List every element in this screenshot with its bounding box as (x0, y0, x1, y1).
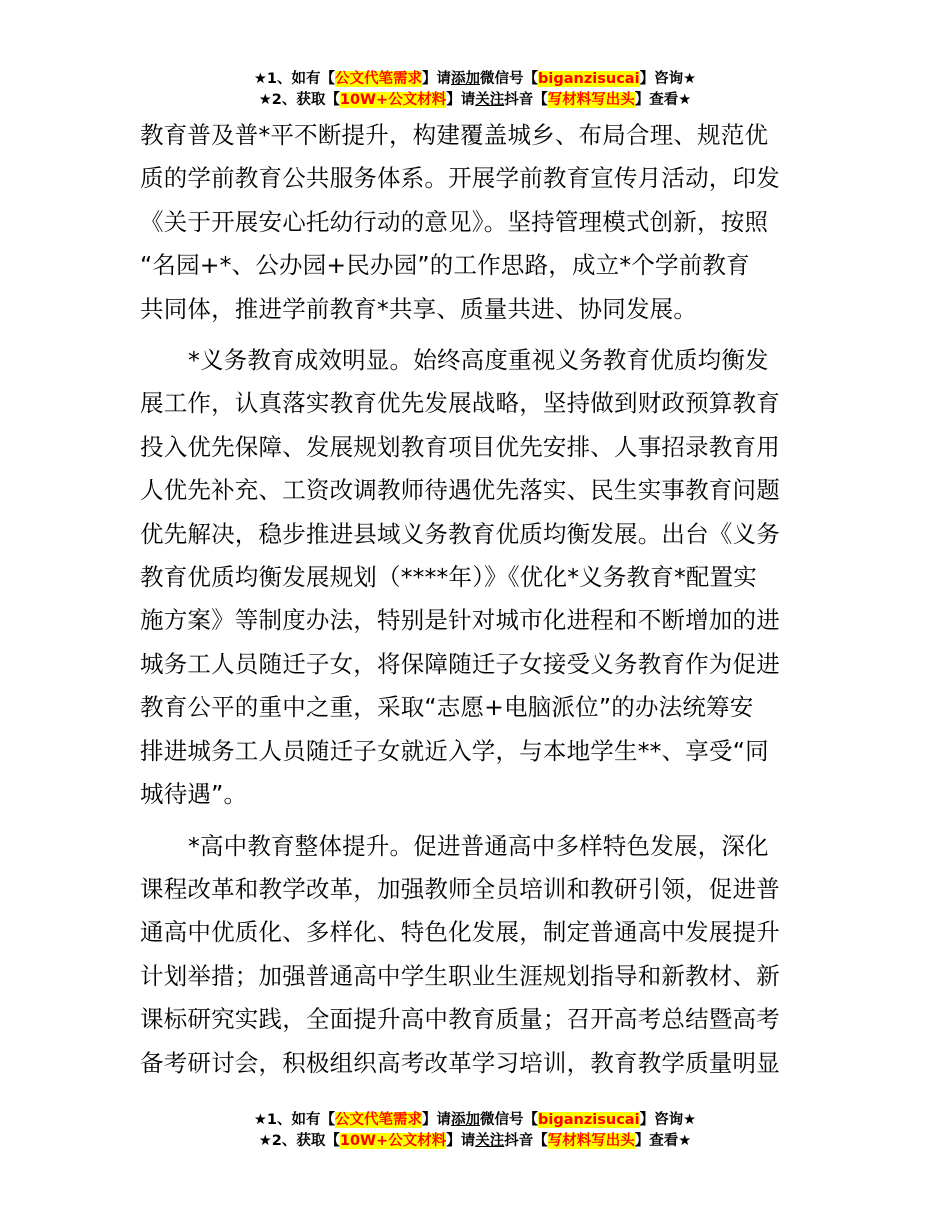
text-line: 城务工人员随迁子女，将保障随迁子女接受义务教育作为促进 (140, 649, 780, 678)
footer-banner (0, 1110, 950, 1152)
text-line: 优先解决，稳步推进县域义务教育优质均衡发展。出台《义务 (140, 519, 780, 548)
banner-line-2: ★2、获取【10W+公文材料】请关注抖音【写材料写出头】查看★ (258, 1133, 692, 1149)
banner-line-2: ★2、获取【10W+公文材料】请关注抖音【写材料写出头】查看★ (258, 92, 692, 108)
text-line: 教育公平的重中之重，采取“志愿+电脑派位”的办法统筹安 (140, 693, 754, 722)
text-line: 排进城务工人员随迁子女就近入学，与本地学生**、享受“同 (140, 736, 769, 765)
text-line: 施方案》等制度办法，特别是针对城市化进程和不断增加的进 (140, 606, 780, 635)
highlight-wechat-id: biganzisucai (538, 71, 640, 87)
text-line: 课标研究实践，全面提升高中教育质量；召开高考总结暨高考 (140, 1005, 780, 1034)
text-line: 质的学前教育公共服务体系。开展学前教育宣传月活动，印发 (140, 164, 780, 193)
paragraph-preschool (140, 114, 812, 331)
text-line: 课程改革和教学改革，加强教师全员培训和教研引领，促进普 (140, 874, 780, 903)
paragraph-compulsory-education (140, 339, 812, 816)
text-line: 人优先补充、工资改调教师待遇优先落实、民生实事教育问题 (140, 476, 780, 505)
text-line: “名园+*、公办园+民办园”的工作思路，成立*个学前教育 (140, 251, 750, 280)
text-line: 城待遇”。 (140, 780, 248, 809)
highlight-service: 公文代笔需求 (335, 71, 423, 87)
highlight-wechat-id: biganzisucai (538, 1112, 640, 1128)
text-line: 展工作，认真落实教育优先发展战略，坚持做到财政预算教育 (140, 389, 780, 418)
banner-line-1: ★1、如有【公文代笔需求】请添加微信号【biganzisucai】咨询★ (253, 1112, 697, 1128)
text-line: 备考研讨会，积极组织高考改革学习培训，教育教学质量明显 (140, 1048, 780, 1077)
highlight-douyin: 写材料写出头 (547, 1133, 635, 1149)
highlight-service: 公文代笔需求 (335, 1112, 423, 1128)
document-body (140, 114, 812, 1085)
text-line: 教育普及普*平不断提升，构建覆盖城乡、布局合理、规范优 (140, 121, 769, 149)
header-banner (0, 69, 950, 111)
text-line: 通高中优质化、多样化、特色化发展，制定普通高中发展提升 (140, 918, 780, 947)
highlight-materials: 10W+公文材料 (339, 92, 447, 108)
text-line: 《关于开展安心托幼行动的意见》。坚持管理模式创新，按照 (140, 207, 769, 236)
text-line: 计划举措；加强普通高中学生职业生涯规划指导和新教材、新 (140, 961, 780, 990)
text-line: *高中教育整体提升。促进普通高中多样特色发展，深化 (188, 831, 769, 860)
highlight-materials: 10W+公文材料 (339, 1133, 447, 1149)
text-line: 投入优先保障、发展规划教育项目优先安排、人事招录教育用 (140, 432, 780, 461)
paragraph-high-school (140, 825, 812, 1085)
highlight-douyin: 写材料写出头 (547, 92, 635, 108)
text-line: 教育优质均衡发展规划（****年）》《优化*义务教育*配置实 (140, 563, 757, 592)
text-line: *义务教育成效明显。始终高度重视义务教育优质均衡发 (188, 346, 769, 375)
banner-line-1: ★1、如有【公文代笔需求】请添加微信号【biganzisucai】咨询★ (253, 71, 697, 87)
text-line: 共同体，推进学前教育*共享、质量共进、协同发展。 (140, 294, 698, 323)
